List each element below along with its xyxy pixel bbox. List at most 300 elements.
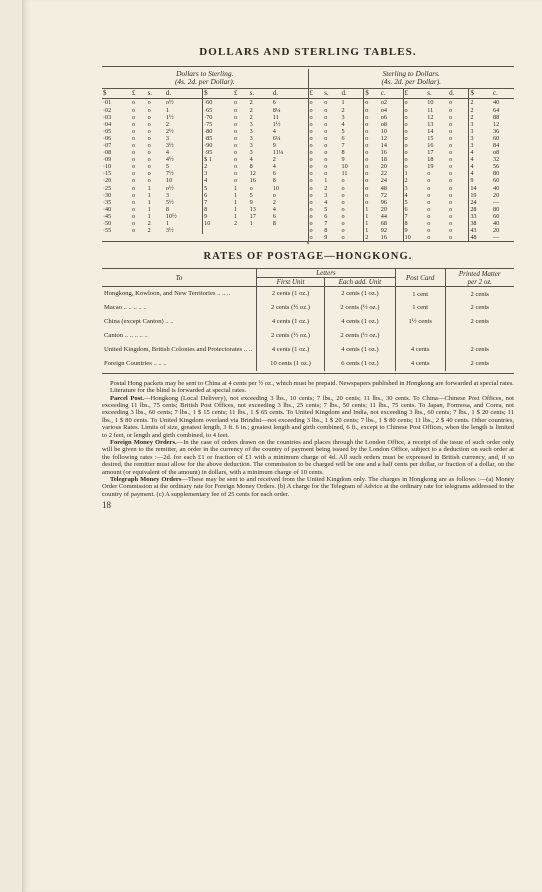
table-cell: o [449, 120, 453, 128]
table-cell: 22 [380, 170, 387, 178]
table-header-cell: d. [165, 89, 203, 99]
table-cell: o [309, 227, 313, 235]
table-cell: o [449, 227, 453, 235]
table-cell: 12 [380, 134, 387, 142]
table-cell: 48 [469, 234, 492, 241]
table-cell: ·50 [103, 220, 112, 227]
table-cell: o [309, 163, 313, 171]
table-cell: o [341, 191, 345, 199]
table-cell: o [309, 234, 313, 242]
table-cell: o [132, 106, 136, 114]
table-header-cell: $ [102, 89, 131, 99]
table-cell: 1 [165, 106, 169, 114]
col-letters: Letters [257, 269, 396, 278]
table-cell: 9 [403, 227, 426, 234]
table-row [309, 135, 515, 142]
postcard-rate: 4 cents [395, 343, 445, 357]
table-cell: o [309, 106, 313, 114]
table-cell: o [147, 163, 151, 171]
table-cell: 1½ [272, 120, 281, 128]
table-cell: o [132, 220, 136, 227]
table-cell: o [132, 120, 136, 128]
table-cell: 38 [469, 220, 492, 227]
table-cell: 1 [341, 99, 345, 107]
table-cell: o [449, 134, 453, 142]
table-cell: o [309, 99, 313, 107]
table-cell: 3 [203, 170, 233, 177]
table-cell: o [427, 234, 431, 242]
note-heading: Telegraph Money Orders [110, 476, 182, 484]
table-cell: o [234, 127, 238, 135]
table-cell: 40 [493, 99, 500, 107]
table-cell: o [341, 177, 345, 185]
table-cell: 10 [427, 99, 434, 107]
table-cell: 5½ [165, 198, 174, 206]
table-cell: 64 [493, 106, 500, 114]
book-page [22, 0, 542, 892]
table-cell: 20 [380, 205, 387, 213]
table-cell: 1 [364, 220, 380, 227]
table-header-cell: $ [469, 89, 492, 99]
table-row [309, 177, 515, 184]
table-cell: o [364, 142, 380, 149]
table-cell: 9 [341, 156, 345, 164]
table-cell: — [493, 198, 500, 206]
table-cell: 96 [380, 198, 387, 206]
table-header-cell: c. [492, 89, 514, 99]
table-cell: 8 [165, 205, 169, 213]
table-cell: 2 [364, 234, 380, 241]
table-header-cell: s. [147, 89, 165, 99]
table-cell: 5 [403, 199, 426, 206]
table-cell: 1 [147, 184, 151, 192]
note-text: Literature for the blind is forwarded at special rates. [110, 387, 247, 395]
table-cell: o [364, 149, 380, 156]
table-cell: 4 [324, 198, 328, 206]
table-header-cell: s. [426, 89, 448, 99]
table-cell: 36 [493, 127, 500, 135]
table-cell: 20 [493, 191, 500, 199]
table-cell: o [132, 170, 136, 178]
table-cell: o [249, 184, 253, 192]
table-cell: o [364, 170, 380, 177]
table-cell [233, 227, 249, 234]
each-unit-rate: 2 cents (½ oz.) [325, 329, 396, 343]
table-row [102, 185, 308, 192]
table-cell: 1 [234, 198, 238, 206]
table-cell: ·07 [103, 141, 112, 149]
table-row [309, 149, 515, 156]
table-cell: 6 [272, 212, 276, 220]
table-cell: 11 [341, 170, 348, 178]
table-cell: 8 [403, 220, 426, 227]
table-cell: 8 [272, 220, 276, 227]
table-cell: 60 [493, 134, 500, 142]
table-cell: 14 [427, 127, 434, 135]
table-header-cell: £ [131, 89, 147, 99]
table-cell: ·70 [203, 114, 233, 121]
table-cell: 4 [249, 156, 253, 164]
table-cell: o½ [165, 99, 174, 107]
dollars-to-sterling [102, 69, 308, 241]
table-cell: o [147, 170, 151, 178]
table-cell: ·80 [203, 128, 233, 135]
table-cell: o [403, 156, 426, 163]
table-cell: o [309, 149, 313, 157]
table-cell: o [132, 99, 136, 107]
sterling-to-dollars-table [309, 89, 515, 241]
each-unit-rate: 2 cents (½ oz.) [325, 301, 396, 315]
table-cell: 10 [341, 163, 348, 171]
table-cell: 6 [403, 206, 426, 213]
table-cell: o [147, 149, 151, 157]
table-cell: o [132, 205, 136, 213]
table-subtitle: (4s. 2d. per Dollar). [174, 77, 235, 87]
table-cell: ·55 [103, 227, 112, 235]
table-cell: 3 [249, 134, 253, 142]
table-cell: o [427, 191, 431, 199]
table-cell: o [234, 99, 238, 107]
table-cell: o [449, 220, 453, 227]
table-cell: 8 [324, 227, 328, 235]
table-cell: 2 [272, 156, 276, 164]
table-cell: ·30 [103, 191, 112, 199]
table-cell: 88 [493, 113, 500, 121]
table-cell: 18 [380, 156, 387, 164]
table-cell: o [403, 135, 426, 142]
table-cell: 2 [341, 106, 345, 114]
table-cell: o [324, 134, 328, 142]
table-cell: o [234, 120, 238, 128]
table-cell: o [449, 198, 453, 206]
table-row [309, 114, 515, 121]
table-cell: 2 [249, 99, 253, 107]
table-row [309, 220, 515, 227]
table-cell: 10 [380, 127, 387, 135]
table-header-cell: £ [403, 89, 426, 99]
table-row [309, 128, 515, 135]
table-cell: 8¼ [272, 106, 281, 114]
table-cell: o [427, 212, 431, 220]
sterling-to-dollars [308, 69, 515, 241]
table-cell: 9 [203, 213, 233, 220]
table-cell: 7 [403, 213, 426, 220]
table-cell: o [403, 114, 426, 121]
table-cell: 15 [427, 134, 434, 142]
table-cell: 10½ [165, 212, 177, 220]
first-unit-rate: 2 cents (½ oz.) [257, 329, 325, 343]
table-cell: 4 [403, 192, 426, 199]
table-cell: o [309, 127, 313, 135]
note-paragraph [102, 387, 514, 394]
table-cell: o [132, 191, 136, 199]
table-cell: 3 [469, 135, 492, 142]
table-cell: o8 [380, 120, 387, 128]
table-cell: o [147, 106, 151, 114]
table-cell: ·75 [203, 121, 233, 128]
table-cell: o [449, 163, 453, 171]
table-row [102, 135, 308, 142]
table-header-cell: £ [309, 89, 324, 99]
table-cell: 8 [249, 163, 253, 171]
postcard-rate: 4 cents [395, 357, 445, 371]
table-row [102, 213, 308, 220]
postage-rule [102, 373, 514, 374]
table-cell: o [234, 177, 238, 185]
table-cell: 4 [272, 127, 276, 135]
table-cell: o [132, 127, 136, 135]
table-header-cell: $ [203, 89, 233, 99]
table-cell: o [341, 212, 345, 220]
table-cell: o [403, 163, 426, 170]
first-unit-rate: 2 cents (½ oz.) [257, 301, 325, 315]
table-cell: o [341, 198, 345, 206]
table-cell: 13 [249, 205, 256, 213]
note-text: —In the case of orders drawn on the countries and places through the London Office, a receipt of the issue of such order only will be given to the remitter, an order in the currency of the country of payment being issued by the London Office, subject to a deduction on such order at the following rates :—2d. for each £1 or fraction of £1 with a minimum charge of 4d. All such orders must be expressed in British currency, and, if so desired, the remitter must allow for the above deduction. The commission to be charged will be one and a half cents per dollar, or fraction of a dollar, on the amount (or equivalent of the amount) in dollars, with a minimum charge of 10 cents. [102, 439, 514, 476]
table-cell: 3 [249, 149, 253, 157]
conversion-tables [102, 69, 514, 241]
table-cell: o [147, 134, 151, 142]
table-row [309, 206, 515, 213]
table-cell: 1 [147, 198, 151, 206]
table-cell: ·20 [103, 177, 112, 185]
table-cell: 84 [493, 141, 500, 149]
table-cell: o [234, 163, 238, 171]
table-cell: 5 [324, 205, 328, 213]
table-cell: o [234, 141, 238, 149]
col-printed: Printed Matter [445, 269, 514, 278]
table-cell: o [341, 227, 345, 235]
first-unit-rate: 4 cents (1 oz.) [257, 315, 325, 329]
dollars-to-sterling-table [102, 89, 308, 234]
table-cell: 1 [364, 213, 380, 220]
table-cell: 80 [493, 205, 500, 213]
table-cell: 40 [493, 184, 500, 192]
table-cell: o [324, 149, 328, 157]
table-cell: o [364, 107, 380, 114]
table-cell: 9 [469, 177, 492, 184]
postage-rows [102, 287, 514, 371]
table-cell: ·95 [203, 149, 233, 156]
table-cell: o [147, 127, 151, 135]
destination: United Kingdom, British Colonies and Protectorates .. .. [104, 346, 252, 354]
table-cell: 1 [234, 205, 238, 213]
table-cell: o4 [380, 106, 387, 114]
table-row [102, 170, 308, 177]
table-cell: ·09 [103, 156, 112, 164]
postcard-rate [395, 329, 445, 343]
table-cell: 1 [234, 191, 238, 199]
table-header-cell: c. [380, 89, 403, 99]
table-cell: 2 [203, 163, 233, 170]
each-unit-rate: 2 cents (1 oz.) [325, 287, 396, 301]
table-cell: ·90 [203, 142, 233, 149]
table-cell: — [493, 234, 500, 242]
table-cell: o [324, 120, 328, 128]
table-cell: o [427, 205, 431, 213]
postage-row [102, 357, 514, 371]
table-cell: 1 [364, 206, 380, 213]
table-cell: 8 [272, 177, 276, 185]
table-row [102, 156, 308, 163]
table-row [102, 99, 308, 107]
table-cell: o [427, 220, 431, 227]
table-cell: o [309, 134, 313, 142]
table-row [309, 107, 515, 114]
table-cell: ·02 [103, 106, 112, 114]
table-cell: o [341, 205, 345, 213]
table-cell: 6 [203, 192, 233, 199]
table-cell: o [403, 121, 426, 128]
table-cell: 3 [165, 134, 169, 142]
table-header-cell: £ [233, 89, 249, 99]
table-cell: ·15 [103, 170, 112, 178]
table-row [309, 170, 515, 177]
postage-row [102, 287, 514, 301]
table-cell: ·04 [103, 120, 112, 128]
first-unit-rate: 4 cents (1 oz.) [257, 343, 325, 357]
table-cell: o [364, 199, 380, 206]
table-cell: o [147, 156, 151, 164]
table-cell: 6¼ [272, 134, 281, 142]
postcard-rate: 1 cent [395, 287, 445, 301]
table-cell: o [324, 170, 328, 178]
table-cell: 2 [469, 107, 492, 114]
table-cell: ·40 [103, 205, 112, 213]
table-cell: o [449, 141, 453, 149]
note-paragraph [102, 439, 514, 476]
table-cell: o [132, 198, 136, 206]
table-cell: o [449, 177, 453, 185]
table-cell: 16 [380, 234, 387, 242]
destination: Foreign Countries .. .. .. [104, 360, 167, 368]
table-cell: ·03 [103, 113, 112, 121]
table-cell: 20 [380, 163, 387, 171]
table-cell: o [324, 113, 328, 121]
table-cell: 48 [380, 184, 387, 192]
table-title: Dollars to Sterling. [176, 69, 234, 78]
table-cell: o [403, 149, 426, 156]
table-cell: 32 [493, 156, 500, 164]
table-cell: 60 [493, 212, 500, 220]
table-row [309, 192, 515, 199]
printed-matter-rate: 2 cents [445, 315, 514, 329]
table-cell: o [449, 127, 453, 135]
table-cell: 17 [249, 212, 256, 220]
table-cell: o [403, 142, 426, 149]
table-cell: 40 [493, 220, 500, 227]
table-cell: o [341, 184, 345, 192]
table-cell: 5 [165, 163, 169, 171]
table-header-cell: d. [272, 89, 308, 99]
table-cell: 16 [249, 177, 256, 185]
table-cell: o [449, 149, 453, 157]
table-title: Sterling to Dollars. [382, 69, 440, 78]
table-row [309, 213, 515, 220]
col-each-unit: Each add. Unit [325, 278, 396, 287]
table-cell: o [364, 99, 380, 107]
table-cell: o [132, 177, 136, 185]
table-header-cell: d. [341, 89, 364, 99]
table-cell: o [147, 177, 151, 185]
table-cell: 7 [203, 199, 233, 206]
table-cell: 80 [493, 170, 500, 178]
table-cell: ·01 [103, 99, 112, 107]
table-row [309, 99, 515, 107]
table-row [102, 121, 308, 128]
note-text: —Hongkong (Local Delivery), not exceeding 3 lbs., 10 cents; 7 lbs., 20 cents; 11 lbs., 30 cents. To China—Chinese Post Offices, not exceeding 11 lbs., 75 cents; British Post Offices, not exceeding 3 lbs., 25 cents; 7 lbs., 50 cents; 11 lbs., 75 cents. To Japan, Formosa, and Corea, not exceeding 3 lbs., 60 cents; 7 lbs., 1 $ 15 cents; 11 lbs., 1 $ 65 cents. To United Kingdom and India, not exceeding 3 lbs., 60 cents; 7 lbs., 1 $ 20 cents; 11 lbs., 1 $ 80 cents. To United Kingdom overland via Brindisi—not exceeding 3 lbs., 1 $ 20 cents; 7 lbs., 1 $ 80 cents; 11 lbs., 2 $ 40 cents. Other countries, various Rates. Limits of size, greatest length, 3 ft. 6 in.; greatest length and girth combined, 6 ft., except to Chinese Post Offices, when the length is limited to 2 feet, or length and girth combined, to 4 feet. [102, 394, 514, 439]
printed-matter-rate: 2 cents [445, 301, 514, 315]
table-row [102, 206, 308, 213]
table-cell: 2 [147, 227, 151, 235]
table-cell [272, 227, 308, 234]
table-cell: o8 [493, 149, 500, 157]
table-cell: 2 [469, 114, 492, 121]
table-row [309, 142, 515, 149]
table-cell: o [449, 113, 453, 121]
table-cell: 16 [427, 141, 434, 149]
table-cell: o [309, 212, 313, 220]
table-cell: 3 [469, 128, 492, 135]
table-cell: 17 [427, 149, 434, 157]
table-cell: 28 [469, 206, 492, 213]
table-cell: 4 [203, 177, 233, 184]
page-number: 18 [102, 500, 111, 511]
table-cell: 5 [203, 185, 233, 192]
table-cell: o [427, 227, 431, 235]
notes [102, 380, 514, 499]
table-row [102, 142, 308, 149]
table-cell: 1 [234, 212, 238, 220]
table-cell: 24 [469, 199, 492, 206]
table-cell: 72 [380, 191, 387, 199]
table-subtitle: (4s. 2d. per Dollar). [381, 77, 442, 87]
table-cell: o [449, 212, 453, 220]
table-cell: o [324, 156, 328, 164]
table-cell: 2 [249, 113, 253, 121]
table-cell: 18 [427, 156, 434, 164]
table-cell: 1 [324, 177, 328, 185]
table-cell: o [309, 113, 313, 121]
table-cell: o [403, 128, 426, 135]
table-cell: o [427, 170, 431, 178]
table-cell: o [147, 120, 151, 128]
table-cell: 1 [147, 205, 151, 213]
table-cell: 19 [427, 163, 434, 171]
table-cell: 8 [341, 149, 345, 157]
table-row [309, 185, 515, 192]
table-cell: 1 [234, 184, 238, 192]
table-cell: 2 [324, 184, 328, 192]
table-row [309, 156, 515, 163]
table-cell: o [132, 113, 136, 121]
table-cell: o [364, 185, 380, 192]
table-cell: o [147, 99, 151, 107]
table-cell: 4 [272, 205, 276, 213]
table-cell: 44 [380, 212, 387, 220]
table-cell: 11 [427, 106, 434, 114]
table-cell: 5 [341, 127, 345, 135]
table-cell: o [324, 106, 328, 114]
table-cell: 3 [249, 120, 253, 128]
table-cell: 1 [147, 212, 151, 220]
table-cell: o [309, 170, 313, 178]
table-cell: o [364, 114, 380, 121]
table-cell: 3 [469, 142, 492, 149]
table-cell: 13 [427, 120, 434, 128]
table-cell: ·08 [103, 149, 112, 157]
table-cell: ·45 [103, 212, 112, 220]
